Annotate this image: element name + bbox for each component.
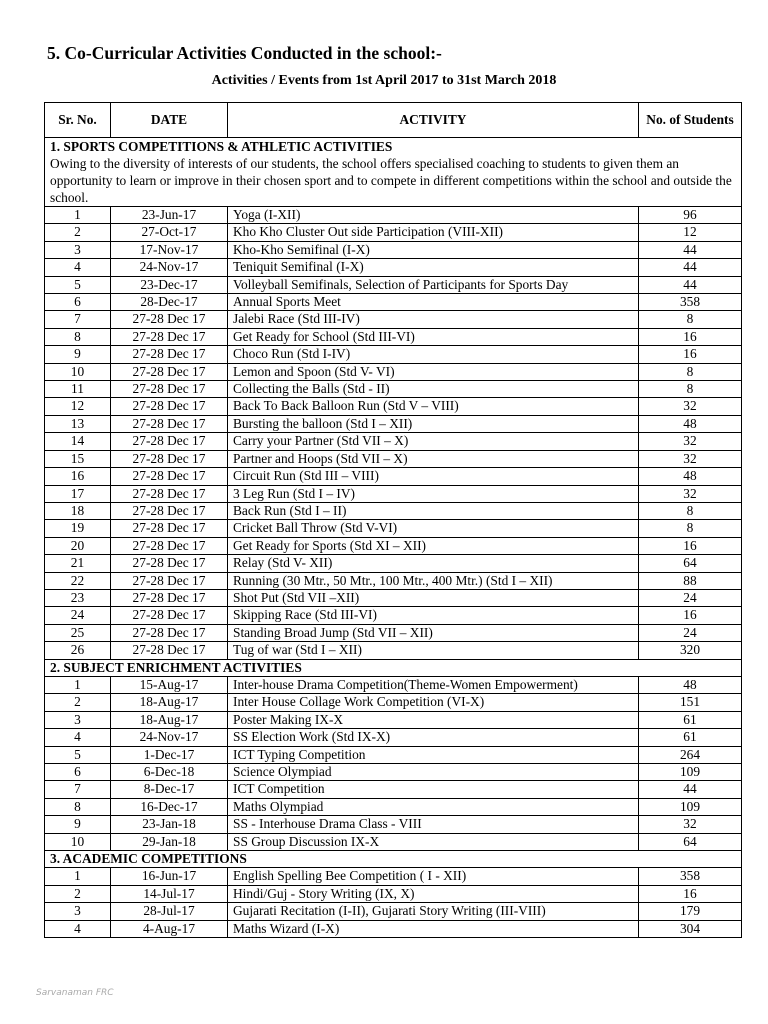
cell-students: 48 [639,676,742,693]
cell-sr-no: 18 [45,502,111,519]
table-row [45,259,742,276]
cell-sr-no: 4 [45,259,111,276]
cell-students: 48 [639,415,742,432]
cell-students: 109 [639,798,742,815]
table-row [45,311,742,328]
cell-sr-no: 1 [45,676,111,693]
cell-date: 27-28 Dec 17 [111,433,228,450]
cell-date: 28-Dec-17 [111,294,228,311]
cell-sr-no: 6 [45,294,111,311]
cell-date: 8-Dec-17 [111,781,228,798]
cell-sr-no: 20 [45,537,111,554]
cell-sr-no: 2 [45,885,111,902]
page-subheading: Activities / Events from 1st April 2017 to 31st March 2018 [211,73,557,88]
table-row [45,798,742,815]
cell-activity: Poster Making IX-X [228,711,639,728]
cell-date: 27-28 Dec 17 [111,537,228,554]
table-row [45,816,742,833]
cell-activity: Back Run (Std I – II) [228,502,639,519]
table-row [45,433,742,450]
table-row [45,346,742,363]
cell-activity: Annual Sports Meet [228,294,639,311]
table-row [45,328,742,345]
cell-date: 27-28 Dec 17 [111,572,228,589]
cell-sr-no: 13 [45,415,111,432]
cell-students: 24 [639,589,742,606]
cell-students: 61 [639,729,742,746]
cell-date: 4-Aug-17 [111,920,228,937]
cell-sr-no: 1 [45,868,111,885]
cell-students: 44 [639,276,742,293]
cell-sr-no: 4 [45,729,111,746]
cell-students: 304 [639,920,742,937]
cell-activity: Tug of war (Std I – XII) [228,642,639,659]
cell-students: 32 [639,485,742,502]
cell-sr-no: 8 [45,798,111,815]
cell-activity: Partner and Hoops (Std VII – X) [228,450,639,467]
table-row [45,207,742,224]
cell-activity: ICT Competition [228,781,639,798]
cell-students: 12 [639,224,742,241]
cell-students: 32 [639,450,742,467]
section-row [45,138,742,207]
cell-students: 88 [639,572,742,589]
cell-activity: Gujarati Recitation (I-II), Gujarati Story Writing (III-VIII) [228,903,639,920]
cell-students: 8 [639,520,742,537]
cell-students: 358 [639,868,742,885]
cell-students: 16 [639,346,742,363]
table-row [45,224,742,241]
section-row [45,659,742,676]
cell-date: 27-28 Dec 17 [111,485,228,502]
cell-students: 61 [639,711,742,728]
cell-activity: Cricket Ball Throw (Std V-VI) [228,520,639,537]
table-row [45,450,742,467]
cell-date: 27-28 Dec 17 [111,607,228,624]
cell-sr-no: 19 [45,520,111,537]
cell-date: 27-28 Dec 17 [111,381,228,398]
cell-students: 32 [639,816,742,833]
cell-sr-no: 3 [45,903,111,920]
cell-sr-no: 11 [45,381,111,398]
table-row [45,537,742,554]
cell-date: 27-28 Dec 17 [111,589,228,606]
cell-sr-no: 22 [45,572,111,589]
cell-activity: Inter House Collage Work Competition (VI-X) [228,694,639,711]
cell-students: 320 [639,642,742,659]
table-row [45,833,742,850]
table-row [45,903,742,920]
cell-activity: SS - Interhouse Drama Class - VIII [228,816,639,833]
table-header-row [45,103,742,138]
table-row [45,485,742,502]
cell-students: 151 [639,694,742,711]
cell-students: 48 [639,468,742,485]
table-row [45,398,742,415]
cell-activity: Shot Put (Std VII –XII) [228,589,639,606]
cell-students: 8 [639,311,742,328]
cell-date: 27-28 Dec 17 [111,415,228,432]
cell-sr-no: 9 [45,816,111,833]
cell-sr-no: 17 [45,485,111,502]
cell-activity: English Spelling Bee Competition ( I - XII) [228,868,639,885]
section-cell [45,851,742,868]
cell-sr-no: 24 [45,607,111,624]
table-row [45,729,742,746]
cell-sr-no: 9 [45,346,111,363]
table-row [45,885,742,902]
cell-activity: Back To Back Balloon Run (Std V – VIII) [228,398,639,415]
cell-activity: Choco Run (Std I-IV) [228,346,639,363]
cell-date: 27-28 Dec 17 [111,624,228,641]
cell-sr-no: 14 [45,433,111,450]
cell-students: 358 [639,294,742,311]
cell-sr-no: 26 [45,642,111,659]
cell-sr-no: 21 [45,555,111,572]
cell-activity: Kho-Kho Semifinal (I-X) [228,241,639,258]
table-body [45,138,742,938]
col-header-activity: ACTIVITY [228,103,639,138]
cell-activity: Running (30 Mtr., 50 Mtr., 100 Mtr., 400 Mtr.) (Std I – XII) [228,572,639,589]
cell-students: 8 [639,363,742,380]
table-row [45,381,742,398]
cell-activity: 3 Leg Run (Std I – IV) [228,485,639,502]
table-row [45,241,742,258]
cell-students: 8 [639,502,742,519]
table-row [45,624,742,641]
cell-sr-no: 16 [45,468,111,485]
cell-date: 16-Dec-17 [111,798,228,815]
table-row [45,589,742,606]
cell-students: 16 [639,885,742,902]
table-row [45,555,742,572]
cell-activity: Circuit Run (Std III – VIII) [228,468,639,485]
cell-sr-no: 12 [45,398,111,415]
cell-sr-no: 3 [45,711,111,728]
section-title: 3. ACADEMIC COMPETITIONS [50,851,247,867]
cell-activity: Skipping Race (Std III-VI) [228,607,639,624]
cell-date: 18-Aug-17 [111,694,228,711]
cell-date: 27-28 Dec 17 [111,311,228,328]
cell-date: 1-Dec-17 [111,746,228,763]
cell-date: 27-28 Dec 17 [111,642,228,659]
cell-activity: Yoga (I-XII) [228,207,639,224]
cell-students: 32 [639,398,742,415]
cell-date: 27-28 Dec 17 [111,328,228,345]
cell-date: 23-Dec-17 [111,276,228,293]
cell-sr-no: 4 [45,920,111,937]
cell-date: 27-28 Dec 17 [111,468,228,485]
cell-date: 24-Nov-17 [111,729,228,746]
section-cell [45,659,742,676]
cell-activity: Hindi/Guj - Story Writing (IX, X) [228,885,639,902]
cell-sr-no: 15 [45,450,111,467]
cell-students: 44 [639,241,742,258]
col-header-date: DATE [111,103,228,138]
cell-students: 16 [639,328,742,345]
cell-activity: Carry your Partner (Std VII – X) [228,433,639,450]
section-title: 1. SPORTS COMPETITIONS & ATHLETIC ACTIVITIES [50,139,393,154]
cell-activity: ICT Typing Competition [228,746,639,763]
table-row [45,868,742,885]
cell-sr-no: 23 [45,589,111,606]
cell-activity: Relay (Std V- XII) [228,555,639,572]
section-title: 2. SUBJECT ENRICHMENT ACTIVITIES [50,659,302,675]
cell-date: 18-Aug-17 [111,711,228,728]
cell-students: 109 [639,764,742,781]
cell-students: 16 [639,537,742,554]
cell-sr-no: 7 [45,311,111,328]
cell-date: 27-28 Dec 17 [111,450,228,467]
cell-students: 96 [639,207,742,224]
table-row [45,781,742,798]
cell-activity: Standing Broad Jump (Std VII – XII) [228,624,639,641]
cell-sr-no: 10 [45,363,111,380]
cell-activity: Teniquit Semifinal (I-X) [228,259,639,276]
section-row [45,851,742,868]
cell-date: 27-28 Dec 17 [111,398,228,415]
cell-students: 44 [639,781,742,798]
table-row [45,694,742,711]
cell-date: 23-Jan-18 [111,816,228,833]
cell-sr-no: 7 [45,781,111,798]
section-description: Owing to the diversity of interests of our students, the school offers specialised coaching to students to given them an opportunity to learn or improve in their chosen sport and to compete in different competitions within the school and outside the school. [50,156,732,205]
cell-date: 27-28 Dec 17 [111,363,228,380]
cell-activity: SS Election Work (Std IX-X) [228,729,639,746]
cell-date: 28-Jul-17 [111,903,228,920]
cell-sr-no: 10 [45,833,111,850]
table-row [45,520,742,537]
cell-date: 6-Dec-18 [111,764,228,781]
cell-students: 8 [639,381,742,398]
cell-students: 179 [639,903,742,920]
cell-date: 23-Jun-17 [111,207,228,224]
cell-activity: Volleyball Semifinals, Selection of Participants for Sports Day [228,276,639,293]
cell-activity: Bursting the balloon (Std I – XII) [228,415,639,432]
cell-students: 64 [639,833,742,850]
cell-activity: Kho Kho Cluster Out side Participation (VIII-XII) [228,224,639,241]
page-heading: 5. Co-Curricular Activities Conducted in the school:- [47,43,442,63]
cell-date: 29-Jan-18 [111,833,228,850]
cell-sr-no: 5 [45,746,111,763]
cell-activity: Maths Wizard (I-X) [228,920,639,937]
activities-table [44,102,742,938]
table-row [45,502,742,519]
cell-sr-no: 1 [45,207,111,224]
table-row [45,920,742,937]
cell-sr-no: 6 [45,764,111,781]
cell-date: 27-Oct-17 [111,224,228,241]
cell-activity: Inter-house Drama Competition(Theme-Women Empowerment) [228,676,639,693]
cell-sr-no: 2 [45,224,111,241]
cell-date: 24-Nov-17 [111,259,228,276]
table-row [45,415,742,432]
cell-date: 15-Aug-17 [111,676,228,693]
cell-activity: SS Group Discussion IX-X [228,833,639,850]
cell-date: 27-28 Dec 17 [111,520,228,537]
cell-sr-no: 3 [45,241,111,258]
table-row [45,294,742,311]
table-row [45,711,742,728]
cell-date: 27-28 Dec 17 [111,555,228,572]
section-cell [45,138,742,207]
cell-date: 16-Jun-17 [111,868,228,885]
cell-date: 27-28 Dec 17 [111,346,228,363]
cell-date: 17-Nov-17 [111,241,228,258]
cell-students: 64 [639,555,742,572]
cell-activity: Collecting the Balls (Std - II) [228,381,639,398]
cell-sr-no: 2 [45,694,111,711]
col-header-students: No. of Students [639,103,742,138]
table-row [45,572,742,589]
cell-date: 14-Jul-17 [111,885,228,902]
cell-activity: Lemon and Spoon (Std V- VI) [228,363,639,380]
table-row [45,363,742,380]
footer-watermark: Sarvanaman FRC [36,988,114,998]
cell-students: 16 [639,607,742,624]
table-row [45,676,742,693]
cell-students: 44 [639,259,742,276]
table-row [45,607,742,624]
table-row [45,746,742,763]
cell-date: 27-28 Dec 17 [111,502,228,519]
cell-activity: Jalebi Race (Std III-IV) [228,311,639,328]
cell-activity: Get Ready for Sports (Std XI – XII) [228,537,639,554]
table-row [45,764,742,781]
table-row [45,276,742,293]
cell-sr-no: 25 [45,624,111,641]
cell-sr-no: 5 [45,276,111,293]
col-header-sr-no: Sr. No. [45,103,111,138]
cell-students: 264 [639,746,742,763]
cell-activity: Science Olympiad [228,764,639,781]
table-row [45,468,742,485]
cell-activity: Maths Olympiad [228,798,639,815]
cell-students: 24 [639,624,742,641]
table-row [45,642,742,659]
cell-students: 32 [639,433,742,450]
cell-sr-no: 8 [45,328,111,345]
cell-activity: Get Ready for School (Std III-VI) [228,328,639,345]
